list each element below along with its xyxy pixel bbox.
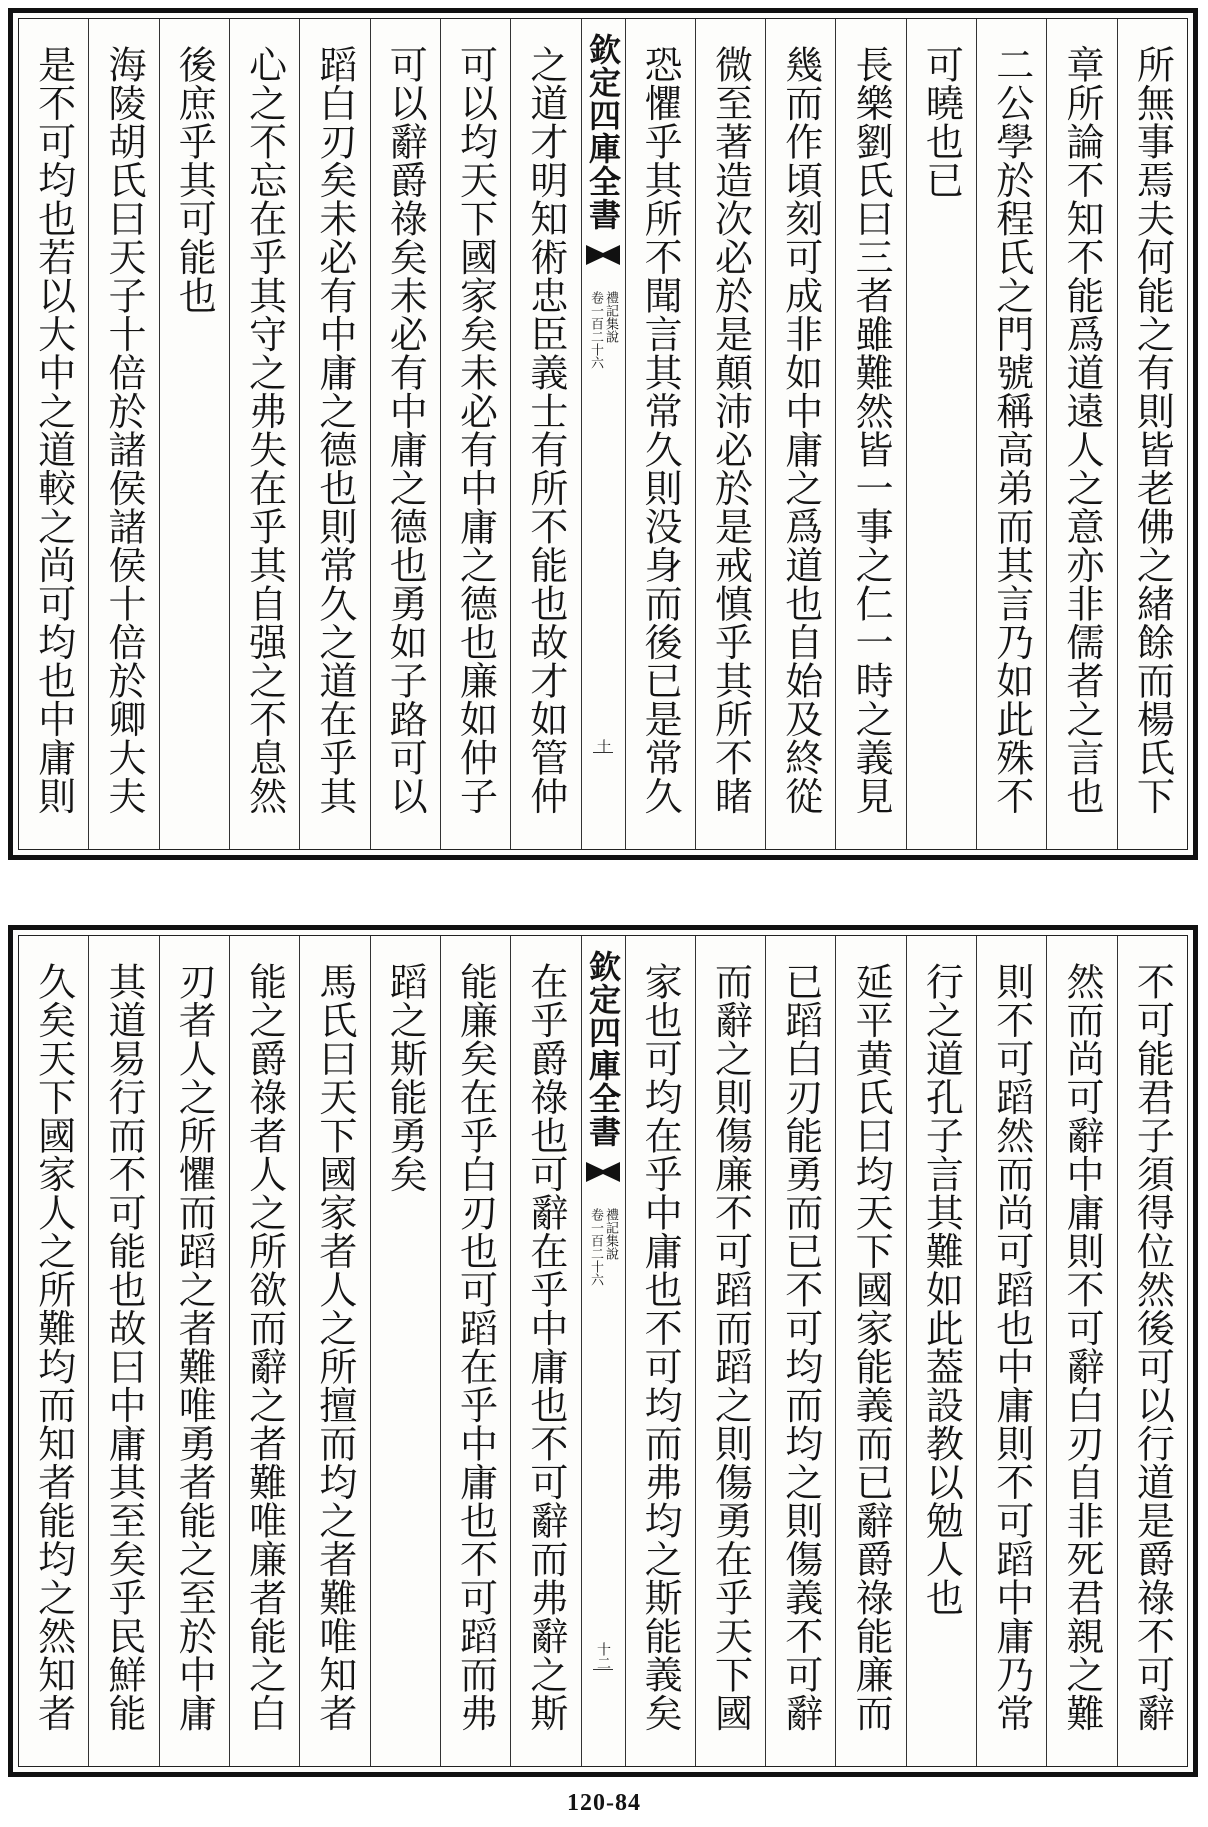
text-column: [229, 19, 299, 849]
text-column: [510, 19, 580, 849]
text-column: [88, 936, 158, 1766]
text-column: [370, 936, 440, 1766]
text-column: [1117, 19, 1187, 849]
text-column: [976, 19, 1046, 849]
spine-volume: 卷一百二十六: [588, 1208, 603, 1286]
column-text: 章所論不知不能爲道遠人之意亦非儒者之言也: [1060, 45, 1105, 815]
spine-book-title: 禮記集說: [603, 291, 618, 343]
column-text: 而辭之則傷廉不可蹈而蹈之則傷勇在乎天下國: [708, 962, 753, 1732]
column-text: 二公學於程氏之門號稱高弟而其言乃如此殊不: [989, 45, 1034, 815]
column-text: 久矣天下國家人之所難均而知者能均之然知者: [31, 962, 76, 1732]
text-frame: [18, 935, 1188, 1767]
text-column: [1046, 19, 1116, 849]
column-text: 則不可蹈然而尚可蹈也中庸則不可蹈中庸乃常: [989, 962, 1034, 1732]
center-spine: [581, 19, 625, 849]
column-text: 之道才明知術忠臣義士有所不能也故才如管仲: [523, 45, 568, 815]
text-column: [19, 936, 88, 1766]
text-column: [906, 936, 976, 1766]
column-text: 不可能君子須得位然後可以行道是爵祿不可辭: [1130, 962, 1175, 1732]
text-column: [976, 936, 1046, 1766]
column-text: 所無事焉夫何能之有則皆老佛之緒餘而楊氏下: [1130, 45, 1175, 815]
spine-rule: [593, 752, 613, 753]
spine-book-title: 禮記集說: [603, 1208, 618, 1260]
spine-rule: [593, 1669, 613, 1670]
page-upper: [8, 8, 1198, 860]
text-column: [835, 19, 905, 849]
column-text: 蹈白刃矣未必有中庸之德也則常久之道在乎其: [312, 45, 357, 815]
text-column: [370, 19, 440, 849]
center-spine: [581, 936, 625, 1766]
column-text: 後庶乎其可能也: [172, 45, 217, 315]
column-text: 在乎爵祿也可辭在乎中庸也不可辭而弗辭之斯: [523, 962, 568, 1732]
page-number: 120-84: [567, 1790, 641, 1816]
column-text: 蹈之斯能勇矣: [383, 962, 428, 1193]
text-column: [159, 936, 229, 1766]
fishtail-mark-icon: [586, 1160, 620, 1190]
column-text: 可以辭爵祿矣未必有中庸之德也勇如子路可以: [383, 45, 428, 815]
leaf-number: 十二: [595, 1642, 611, 1670]
text-column: [299, 936, 369, 1766]
text-column: [695, 19, 765, 849]
text-column: [1046, 936, 1116, 1766]
text-column: [625, 19, 695, 849]
text-column: [765, 19, 835, 849]
text-column: [440, 936, 510, 1766]
column-text: 恐懼乎其所不聞言其常久則没身而後已是常久: [638, 45, 683, 815]
text-column: [835, 936, 905, 1766]
text-column: [159, 19, 229, 849]
column-text: 可以均天下國家矣未必有中庸之德也廉如仲子: [453, 45, 498, 815]
column-text: 是不可均也若以大中之道較之尚可均也中庸則: [31, 45, 76, 815]
text-column: [229, 936, 299, 1766]
column-text: 然而尚可辭中庸則不可辭白刃自非死君親之難: [1060, 962, 1105, 1732]
column-text: 刃者人之所懼而蹈之者難唯勇者能之至於中庸: [172, 962, 217, 1732]
column-text: 馬氏曰天下國家者人之所擅而均之者難唯知者: [312, 962, 357, 1732]
text-column: [695, 936, 765, 1766]
leaf-number: 十: [595, 739, 611, 753]
spine-title: 欽定四庫全書: [584, 950, 622, 1148]
column-text: 延平黄氏曰均天下國家能義而已辭爵祿能廉而: [849, 962, 894, 1732]
spine-title: 欽定四庫全書: [584, 33, 622, 231]
column-text: 幾而作頃刻可成非如中庸之爲道也自始及終從: [778, 45, 823, 815]
text-column: [765, 936, 835, 1766]
column-text: 家也可均在乎中庸也不可均而弗均之斯能義矣: [638, 962, 683, 1732]
text-column: [19, 19, 88, 849]
text-column: [440, 19, 510, 849]
page-lower: [8, 925, 1198, 1777]
column-text: 海陵胡氏曰天子十倍於諸侯諸侯十倍於卿大夫: [101, 45, 146, 815]
column-text: 可曉也已: [919, 45, 964, 199]
column-text: 行之道孔子言其難如此葢設教以勉人也: [919, 962, 964, 1617]
column-text: 能之爵祿者人之所欲而辭之者難唯廉者能之白: [242, 962, 287, 1732]
text-column: [625, 936, 695, 1766]
text-column: [1117, 936, 1187, 1766]
spine-caption: [589, 291, 617, 369]
column-text: 心之不忘在乎其守之弗失在乎其自强之不息然: [242, 45, 287, 815]
text-column: [299, 19, 369, 849]
column-text: 能廉矣在乎白刃也可蹈在乎中庸也不可蹈而弗: [453, 962, 498, 1732]
column-text: 其道易行而不可能也故曰中庸其至矣乎民鮮能: [101, 962, 146, 1732]
text-frame: [18, 18, 1188, 850]
text-column: [510, 936, 580, 1766]
column-text: 已蹈白刃能勇而已不可均而均之則傷義不可辭: [778, 962, 823, 1732]
column-text: 長樂劉氏曰三者雖難然皆一事之仁一時之義見: [849, 45, 894, 815]
fishtail-mark-icon: [586, 243, 620, 273]
text-column: [88, 19, 158, 849]
column-text: 微至著造次必於是顛沛必於是戒慎乎其所不睹: [708, 45, 753, 815]
spine-caption: [589, 1208, 617, 1286]
spine-volume: 卷一百二十六: [588, 291, 603, 369]
text-column: [906, 19, 976, 849]
